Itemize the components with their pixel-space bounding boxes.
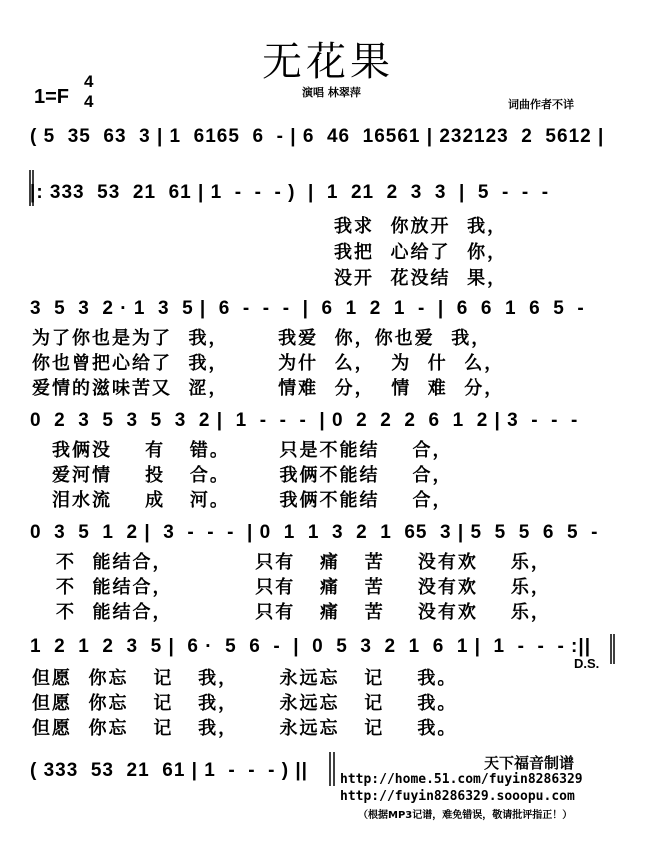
staff-notes: ( 5 35 63 3 | 1 6165 6 - | 6 46 16561 | 232123 2 5612 | xyxy=(30,126,605,147)
lyric-verse-3: 泪水流 成 河。 我俩不能结 合， xyxy=(52,490,453,511)
lyric-verse-2: 你也曾把心给了 我， 为什 么， 为 什 么， xyxy=(32,353,505,374)
staff-notes: 3 5 3 2 · 1 3 5 | 6 - - - | 6 1 2 1 - | 6 6 1 6 5 - xyxy=(30,298,585,319)
publisher-url-1[interactable]: http://home.51.com/fuyin8286329 xyxy=(340,772,583,787)
singer-credit: 演唱 林翠萍 xyxy=(302,86,361,99)
lyric-verse-1: 我求 你放开 我， xyxy=(334,216,508,237)
lyric-verse-2: 爱河情 投 合。 我俩不能结 合， xyxy=(52,465,453,486)
lyric-verse-3: 但愿 你忘 记 我， 永远忘 记 我。 xyxy=(32,718,458,739)
transcription-note: （根据MP3记谱，难免错误，敬请批评指正！） xyxy=(358,810,573,821)
publisher-url-2[interactable]: http://fuyin8286329.sooopu.com xyxy=(340,789,575,804)
time-signature-bottom: 4 xyxy=(84,92,94,111)
publisher-name: 天下福音制谱 xyxy=(484,754,575,772)
staff-notes: 0 3 5 1 2 | 3 - - - | 0 1 1 3 2 1 65 3 | 5 5 5 6 5 - xyxy=(30,522,599,543)
lyric-verse-1: 但愿 你忘 记 我， 永远忘 记 我。 xyxy=(32,668,458,689)
staff-notes: 1 2 1 2 3 5 | 6 · 5 6 - | 0 5 3 2 1 6 1 | 1 - - - :|| xyxy=(30,636,592,657)
staff-notes: |: 333 53 21 61 | 1 - - - ) | 1 21 2 3 3 | 5 - - - xyxy=(30,182,550,203)
song-title: 无花果 xyxy=(262,39,394,85)
staff-notes: ( 333 53 21 61 | 1 - - - ) || xyxy=(30,760,308,781)
ds-mark: D.S. xyxy=(574,656,600,671)
lyric-verse-2: 不 能结合， 只有 痛 苦 没有欢 乐， xyxy=(56,577,551,598)
lyric-verse-3: 爱情的滋味苦又 涩， 情难 分， 情 难 分， xyxy=(32,378,505,399)
key-signature: 1=F xyxy=(34,86,70,108)
lyric-verse-2: 我把 心给了 你， xyxy=(334,242,508,263)
lyric-verse-1: 为了你也是为了 我， 我爱 你，你也爱 我， xyxy=(32,328,492,349)
lyric-verse-1: 我俩没 有 错。 只是不能结 合， xyxy=(52,440,453,461)
lyric-verse-1: 不 能结合， 只有 痛 苦 没有欢 乐， xyxy=(56,552,551,573)
lyric-verse-3: 没开 花没结 果， xyxy=(334,268,508,289)
time-signature-top: 4 xyxy=(84,72,94,91)
staff-notes: 0 2 3 5 3 5 3 2 | 1 - - - | 0 2 2 2 6 1 2 | 3 - - - xyxy=(30,410,579,431)
lyric-verse-3: 不 能结合， 只有 痛 苦 没有欢 乐， xyxy=(56,602,551,623)
lyric-verse-2: 但愿 你忘 记 我， 永远忘 记 我。 xyxy=(32,693,458,714)
composer-credit: 词曲作者不详 xyxy=(508,98,574,111)
